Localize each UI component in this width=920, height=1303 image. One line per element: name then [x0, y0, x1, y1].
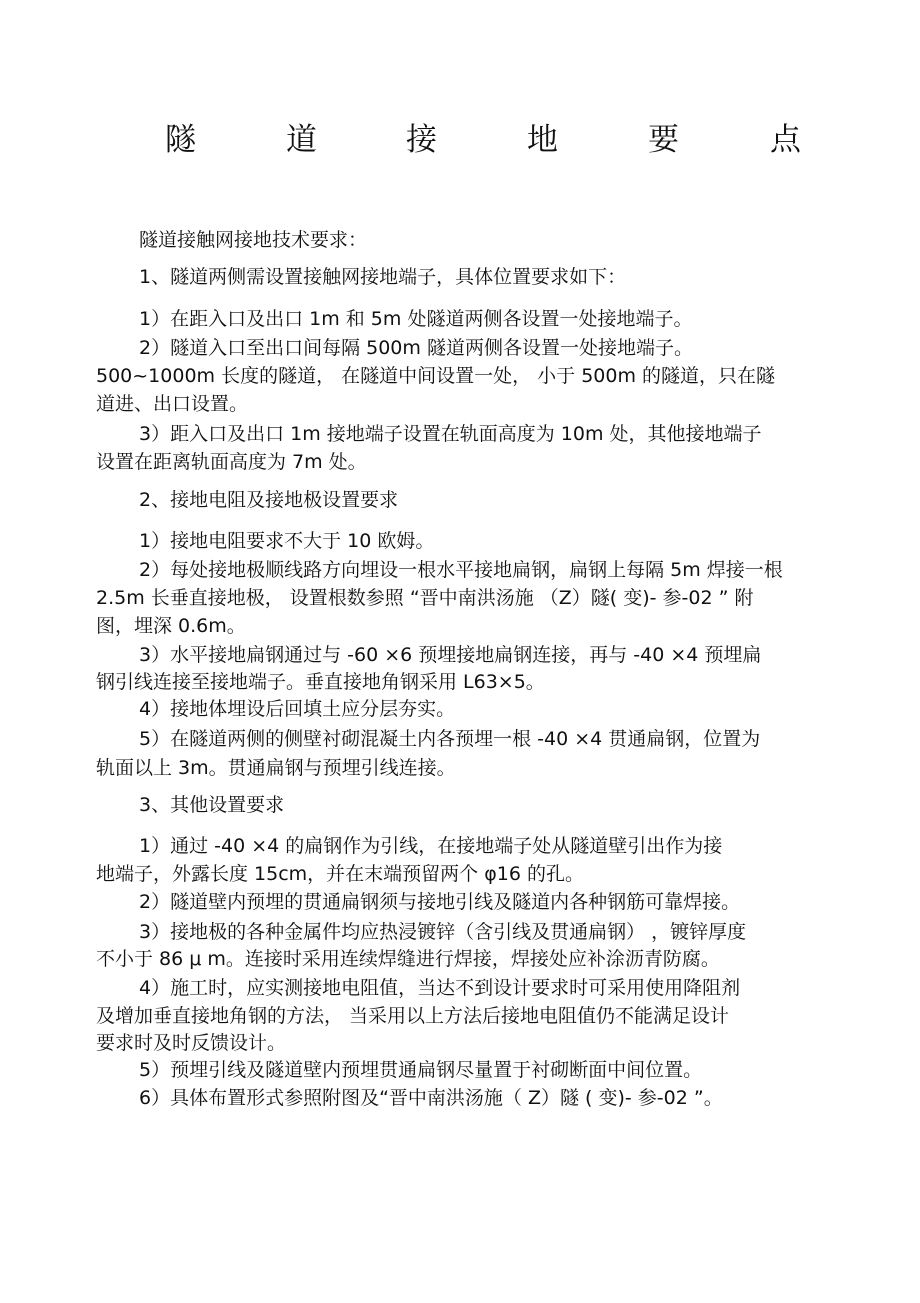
paragraph-line: 6）具体布置形式参照附图及“晋中南洪汤施（ Z）隧 ( 变)- 参-02 ”。	[139, 1087, 723, 1109]
paragraph-line: 2）隧道入口至出口间每隔 500m 隧道两侧各设置一处接地端子。	[139, 337, 693, 359]
section-intro: 隧道接触网接地技术要求：	[139, 229, 368, 251]
paragraph-line: 道进、出口设置。	[96, 393, 249, 415]
section-heading: 3、其他设置要求	[139, 794, 285, 816]
paragraph-line: 2）每处接地极顺线路方向埋设一根水平接地扁钢，扁钢上每隔 5m 焊接一根	[139, 559, 783, 581]
title-char: 道	[286, 122, 317, 158]
paragraph-line: 1）接地电阻要求不大于 10 欧姆。	[139, 530, 435, 552]
paragraph-line: 设置在距离轨面高度为 7m 处。	[96, 451, 367, 473]
paragraph-line: 4）接地体埋设后回填土应分层夯实。	[139, 698, 456, 720]
paragraph-line: 5）预埋引线及隧道壁内预埋贯通扁钢尽量置于衬砌断面中间位置。	[139, 1059, 703, 1081]
section-heading: 1、隧道两侧需设置接触网接地端子，具体位置要求如下：	[139, 266, 627, 288]
title-char: 地	[527, 122, 558, 158]
title-char: 要	[648, 122, 679, 158]
paragraph-line: 2.5m 长垂直接地极， 设置根数参照 “晋中南洪汤施 （Z）隧( 变)- 参-02 ” 附	[96, 587, 754, 609]
paragraph-line: 图，埋深 0.6m。	[96, 615, 246, 637]
paragraph-line: 地端子，外露长度 15cm，并在末端预留两个 φ16 的孔。	[96, 863, 584, 885]
paragraph-line: 不小于 86 μ m。连接时采用连续焊缝进行焊接，焊接处应补涂沥青防腐。	[96, 948, 720, 970]
paragraph-line: 要求时及时反馈设计。	[96, 1032, 287, 1054]
paragraph-line: 1）在距入口及出口 1m 和 5m 处隧道两侧各设置一处接地端子。	[139, 308, 693, 330]
title-char: 接	[406, 122, 437, 158]
paragraph-line: 轨面以上 3m。贯通扁钢与预埋引线连接。	[96, 757, 456, 779]
paragraph-line: 3）距入口及出口 1m 接地端子设置在轨面高度为 10m 处，其他接地端子	[139, 423, 762, 445]
title-char: 隧	[165, 122, 196, 158]
section-heading: 2、接地电阻及接地极设置要求	[139, 489, 399, 511]
paragraph-line: 3）水平接地扁钢通过与 -60 ×6 预埋接地扁钢连接，再与 -40 ×4 预埋扁	[139, 644, 762, 666]
paragraph-line: 3）接地极的各种金属件均应热浸镀锌（含引线及贯通扁钢） ，镀锌厚度	[139, 921, 747, 943]
paragraph-line: 5）在隧道两侧的侧壁衬砌混凝土内各预埋一根 -40 ×4 贯通扁钢，位置为	[139, 728, 761, 750]
paragraph-line: 500~1000m 长度的隧道， 在隧道中间设置一处， 小于 500m 的隧道，只在隧	[96, 365, 776, 387]
paragraph-line: 2）隧道壁内预埋的贯通扁钢须与接地引线及隧道内各种钢筋可靠焊接。	[139, 891, 741, 913]
title-char: 点	[770, 122, 801, 158]
paragraph-line: 1）通过 -40 ×4 的扁钢作为引线，在接地端子处从隧道壁引出作为接	[139, 835, 723, 857]
paragraph-line: 及增加垂直接地角钢的方法， 当采用以上方法后接地电阻值仍不能满足设计	[96, 1005, 730, 1027]
paragraph-line: 4）施工时，应实测接地电阻值，当达不到设计要求时可采用使用降阻剂	[139, 977, 741, 999]
paragraph-line: 钢引线连接至接地端子。垂直接地角钢采用 L63×5。	[96, 671, 545, 693]
document-title	[0, 118, 920, 168]
